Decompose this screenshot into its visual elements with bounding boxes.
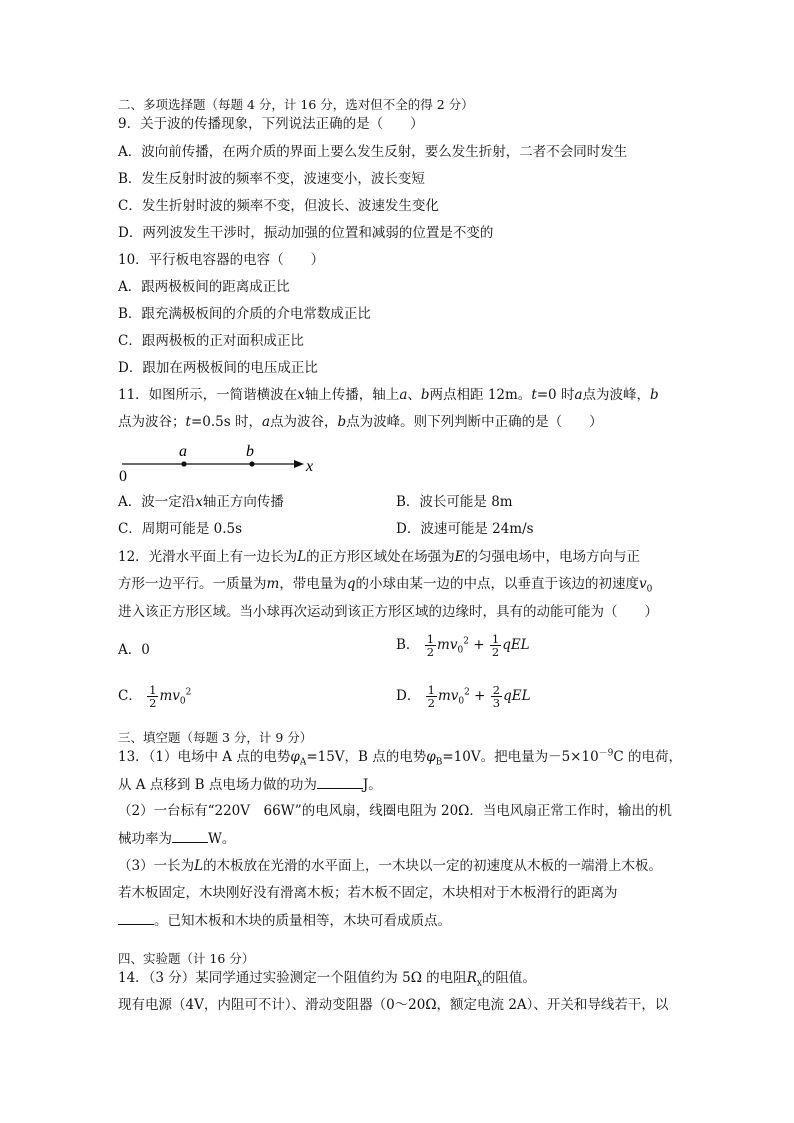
q9-option-a: A．波向前传播，在两介质的界面上要么发生反射，要么发生折射，二者不会同时发生 (118, 144, 628, 160)
q10-stem: 10．平行板电容器的电容（ ） (118, 252, 325, 268)
q13-line3: （2）一台标有“220V 66W”的电风扇，线圈电阻为 20Ω．当电风扇正常工作时，输出的机 (118, 803, 672, 819)
axis-x-label: x (306, 458, 314, 475)
q11-stem-line1: 11．如图所示，一简谐横波在x轴上传播，轴上a、b两点相距 12m。t=0 时a点为波峰，b (118, 387, 659, 403)
q12-stem-line2: 方形一边平行。一质量为m，带电量为q的小球由某一边的中点，以垂直于该边的初速度$v_0$ (118, 576, 653, 595)
q9-stem: 9．关于波的传播现象，下列说法正确的是（ ） (118, 116, 424, 132)
fraction-half: $\frac{1}{2}$ (491, 632, 500, 659)
q14-line1: 14．（3 分）某同学通过实验测定一个阻值约为 5Ω 的电阻$R_x$的阻值。 (118, 970, 536, 989)
q9-option-c: C．发生折射时波的频率不变，但波长、波速发生变化 (118, 198, 439, 214)
point-a-label: a (179, 443, 187, 460)
fraction-half: $\frac{1}{2}$ (149, 683, 157, 710)
q10-option-a: A．跟两极板间的距离成正比 (118, 279, 290, 295)
q10-option-b: B．跟充满极板间的介质的介电常数成正比 (118, 306, 371, 322)
q9-option-b: B．发生反射时波的频率不变，波速变小，波长变短 (118, 171, 425, 187)
q12-stem-line3: 进入该正方形区域。当小球再次运动到该正方形区域的边缘时，具有的动能可能为（ ） (118, 604, 658, 620)
section-4-heading: 四、实验题（计 16 分） (118, 951, 255, 966)
q11-option-a: A．波一定沿x轴正方向传播 (118, 494, 284, 510)
point-a-dot (181, 461, 186, 466)
q12-option-a: A．0 (118, 642, 150, 658)
q11-option-b: B．波长可能是 8m (396, 494, 513, 510)
section-2-heading: 二、多项选择题（每题 4 分，计 16 分，选对但不全的得 2 分） (118, 97, 474, 112)
origin-label: 0 (119, 468, 127, 482)
point-b-dot (249, 461, 254, 466)
answer-blank[interactable] (317, 775, 363, 789)
q11-option-c: C．周期可能是 0.5s (118, 521, 243, 537)
q11-option-d: D．波速可能是 24m/s (396, 521, 534, 537)
q13-line4: 械功率为 W。 (118, 831, 236, 847)
fraction-half: $\frac{1}{2}$ (426, 632, 435, 659)
axis-arrow-icon (294, 460, 304, 468)
q12-option-b: B． $\frac{1}{2}$ $mv_0^2$ + $\frac{1}{2}$ qEL (396, 632, 530, 659)
point-b-label: b (246, 443, 254, 460)
answer-blank[interactable] (118, 911, 154, 925)
answer-blank[interactable] (172, 829, 208, 843)
q11-stem-line2: 点为波谷；t=0.5s 时，a点为波谷，b点为波峰。则下列判断中正确的是（ ） (118, 414, 603, 430)
q14-line2: 现有电源（4V，内阻可不计）、滑动变阻器（0～20Ω，额定电流 2A）、开关和导线若干，以 (118, 997, 669, 1013)
q13-line7: 。已知木板和木块的质量相等，木块可看成质点。 (118, 911, 451, 930)
q13-line2: 从 A 点移到 B 点电场力做的功为 J。 (118, 777, 382, 793)
q10-option-d: D．跟加在两极板间的电压成正比 (118, 360, 318, 376)
q13-line5: （3）一长为L的木板放在光滑的水平面上，一木块以一定的初速度从木板的一端滑上木板。 (118, 858, 663, 874)
q12-option-d: D． $\frac{1}{2}$ $mv_0^2$ + $\frac{2}{3}$ qEL (396, 683, 531, 710)
q12-stem-line1: 12．光滑水平面上有一边长为L的正方形区域处在场强为E的匀强电场中，电场方向与正 (118, 549, 641, 565)
q11-wave-axis-diagram (118, 440, 328, 482)
q13-line6: 若木板固定，木块刚好没有滑离木板；若木板不固定，木块相对于木板滑行的距离为 (118, 885, 618, 901)
q10-option-c: C．跟两极板的正对面积成正比 (118, 333, 304, 349)
fraction-two-thirds: $\frac{2}{3}$ (492, 683, 501, 710)
q9-option-d: D．两列波发生干涉时，振动加强的位置和减弱的位置是不变的 (118, 225, 494, 241)
section-3-heading: 三、填空题（每题 3 分，计 9 分） (118, 730, 313, 745)
q13-line1: 13．（1）电场中 A 点的电势$\varphi_A=15V$，B 点的电势$\varphi_B=10V$。把电量为$-5\times 10^{-9}C$ 的电荷， (118, 748, 683, 768)
fraction-half: $\frac{1}{2}$ (427, 683, 435, 710)
q12-option-c: C． $\frac{1}{2}$ $mv_0^2$ (118, 683, 192, 710)
